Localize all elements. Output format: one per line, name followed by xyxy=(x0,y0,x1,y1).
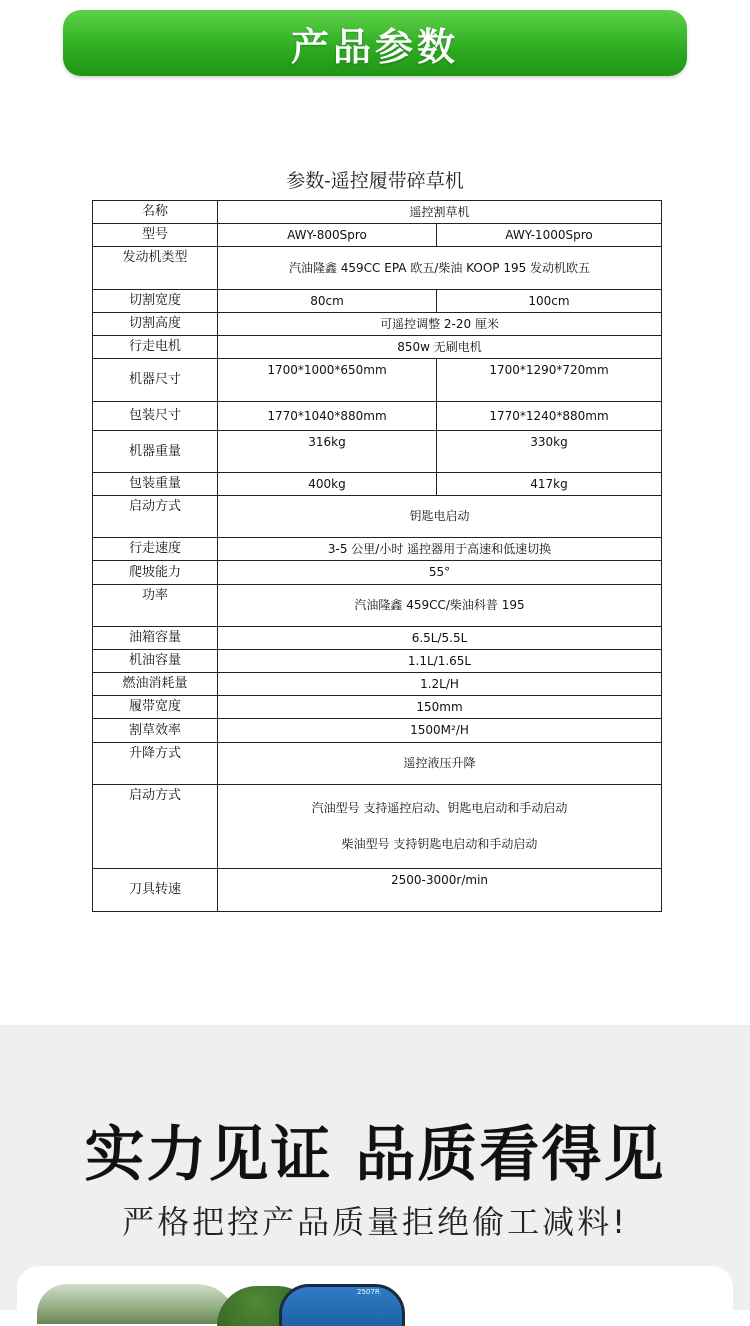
table-row xyxy=(93,247,662,290)
row-value-a: 1700*1000*650mm xyxy=(218,359,437,402)
row-value: 850w 无刷电机 xyxy=(218,336,662,359)
row-label: 切割高度 xyxy=(93,313,218,336)
row-label: 机器尺寸 xyxy=(93,359,218,402)
table-row xyxy=(93,869,662,912)
row-value: 遥控割草机 xyxy=(218,201,662,224)
table-row xyxy=(93,336,662,359)
row-value: 150mm xyxy=(218,696,662,719)
table-row xyxy=(93,431,662,473)
row-value-a: AWY-800Spro xyxy=(218,224,437,247)
row-label: 履带宽度 xyxy=(93,696,218,719)
table-row xyxy=(93,561,662,585)
row-value: 可遥控调整 2-20 厘米 xyxy=(218,313,662,336)
row-value: 1500M²/H xyxy=(218,719,662,743)
row-label: 切割宽度 xyxy=(93,290,218,313)
row-label: 油箱容量 xyxy=(93,627,218,650)
row-value-b: 1770*1240*880mm xyxy=(437,402,662,431)
product-photo-card xyxy=(17,1266,733,1326)
row-label: 包装尺寸 xyxy=(93,402,218,431)
table-row xyxy=(93,627,662,650)
row-value: 汽油隆鑫 459CC EPA 欧五/柴油 KOOP 195 发动机欧五 xyxy=(218,247,662,290)
row-value: 6.5L/5.5L xyxy=(218,627,662,650)
row-value-line2: 柴油型号 支持钥匙电启动和手动启动 xyxy=(341,836,538,851)
row-value-b: 417kg xyxy=(437,473,662,496)
photo-machine xyxy=(279,1284,405,1326)
table-row xyxy=(93,538,662,561)
row-value: 钥匙电启动 xyxy=(218,496,662,538)
row-value: 1.1L/1.65L xyxy=(218,650,662,673)
photo-trees xyxy=(37,1284,237,1324)
table-row xyxy=(93,719,662,743)
table-row xyxy=(93,785,662,869)
row-label: 行走速度 xyxy=(93,538,218,561)
line-gap xyxy=(222,817,657,837)
row-label: 功率 xyxy=(93,585,218,627)
row-label: 割草效率 xyxy=(93,719,218,743)
row-value: 3-5 公里/小时 遥控器用于高速和低速切换 xyxy=(218,538,662,561)
table-row xyxy=(93,696,662,719)
row-label: 爬坡能力 xyxy=(93,561,218,585)
row-value-a: 316kg xyxy=(218,431,437,473)
banner-title: 产品参数 xyxy=(290,24,459,69)
table-row xyxy=(93,290,662,313)
table-row xyxy=(93,743,662,785)
row-value xyxy=(218,785,662,869)
row-label: 机器重量 xyxy=(93,431,218,473)
row-value: 55° xyxy=(218,561,662,585)
row-value-a: 80cm xyxy=(218,290,437,313)
row-value-b: AWY-1000Spro xyxy=(437,224,662,247)
table-row xyxy=(93,224,662,247)
table-row xyxy=(93,313,662,336)
table-row xyxy=(93,402,662,431)
table-row xyxy=(93,673,662,696)
table-row xyxy=(93,201,662,224)
row-value: 遥控液压升降 xyxy=(218,743,662,785)
spec-table xyxy=(92,200,662,912)
table-row xyxy=(93,650,662,673)
row-label: 名称 xyxy=(93,201,218,224)
table-title: 参数-遥控履带碎草机 xyxy=(286,170,464,192)
row-value: 2500-3000r/min xyxy=(218,869,662,912)
row-label: 型号 xyxy=(93,224,218,247)
row-label: 刀具转速 xyxy=(93,869,218,912)
row-label: 包装重量 xyxy=(93,473,218,496)
row-label: 燃油消耗量 xyxy=(93,673,218,696)
row-value-a: 1770*1040*880mm xyxy=(218,402,437,431)
table-row xyxy=(93,496,662,538)
row-label: 启动方式 xyxy=(93,785,218,869)
row-value: 汽油隆鑫 459CC/柴油科普 195 xyxy=(218,585,662,627)
row-label: 行走电机 xyxy=(93,336,218,359)
row-label: 升降方式 xyxy=(93,743,218,785)
table-row xyxy=(93,359,662,402)
slogan-headline: 实力见证 品质看得见 xyxy=(84,1120,666,1190)
slogan-subtitle: 严格把控产品质量拒绝偷工减料! xyxy=(122,1203,628,1241)
table-row xyxy=(93,585,662,627)
row-label: 机油容量 xyxy=(93,650,218,673)
row-value-a: 400kg xyxy=(218,473,437,496)
row-value-line1: 汽油型号 支持遥控启动、钥匙电启动和手动启动 xyxy=(311,800,568,815)
row-label: 启动方式 xyxy=(93,496,218,538)
row-value-b: 100cm xyxy=(437,290,662,313)
table-row xyxy=(93,473,662,496)
row-label: 发动机类型 xyxy=(93,247,218,290)
row-value-b: 1700*1290*720mm xyxy=(437,359,662,402)
row-value-b: 330kg xyxy=(437,431,662,473)
photo-tag: 2507R xyxy=(357,1288,380,1296)
section-banner xyxy=(63,10,687,76)
row-value: 1.2L/H xyxy=(218,673,662,696)
